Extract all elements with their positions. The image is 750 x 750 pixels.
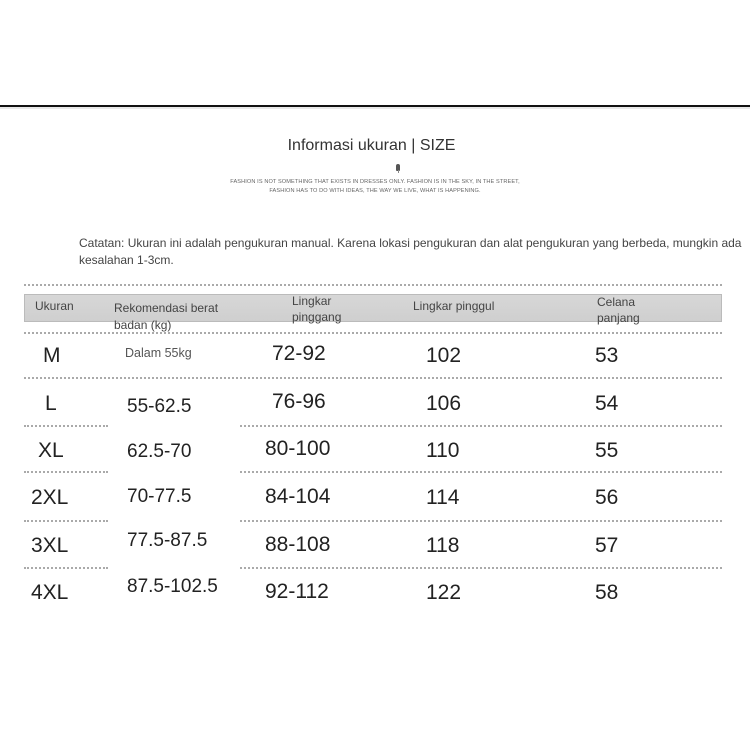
row-3xl-pants: 57 bbox=[595, 534, 619, 557]
row-2xl-hip: 114 bbox=[426, 486, 460, 509]
page-title: Informasi ukuran | SIZE bbox=[287, 137, 456, 154]
row-divider-left bbox=[24, 567, 108, 569]
row-divider-right bbox=[240, 425, 722, 427]
row-4xl-waist: 92-112 bbox=[265, 580, 329, 603]
row-divider-right bbox=[240, 567, 722, 569]
row-2xl-weight: 70-77.5 bbox=[127, 486, 192, 507]
row-xl-weight: 62.5-70 bbox=[127, 441, 192, 462]
row-m-size: M bbox=[43, 344, 61, 367]
measurement-note: Catatan: Ukuran ini adalah pengukuran manual. Karena lokasi pengukuran dan alat pengukuran yang berbeda, mungkin ada kesalahan 1-3cm. bbox=[79, 236, 742, 267]
row-divider-left bbox=[24, 471, 108, 473]
row-l-size: L bbox=[45, 392, 57, 415]
row-l-pants: 54 bbox=[595, 392, 619, 415]
row-xl-size: XL bbox=[38, 439, 64, 462]
motto-line-2: FASHION HAS TO DO WITH IDEAS, THE WAY WE LIVE, WHAT IS HAPPENING. bbox=[269, 188, 481, 194]
top-divider-shadow bbox=[0, 107, 750, 109]
header-pants-line2: panjang bbox=[597, 311, 640, 325]
row-l-weight: 55-62.5 bbox=[127, 396, 192, 417]
row-2xl-pants: 56 bbox=[595, 486, 619, 509]
row-divider-left bbox=[24, 520, 108, 522]
row-2xl-waist: 84-104 bbox=[265, 485, 331, 508]
header-pants-line1: Celana bbox=[597, 295, 636, 309]
row-4xl-weight: 87.5-102.5 bbox=[127, 576, 218, 597]
table-top-divider bbox=[24, 284, 722, 286]
row-m-weight: Dalam 55kg bbox=[125, 346, 192, 360]
header-weight-line2: badan (kg) bbox=[114, 318, 172, 332]
row-xl-hip: 110 bbox=[426, 439, 460, 462]
row-l-waist: 76-96 bbox=[272, 390, 326, 413]
row-3xl-weight: 77.5-87.5 bbox=[127, 530, 208, 551]
header-hip: Lingkar pinggul bbox=[413, 299, 495, 313]
row-3xl-size: 3XL bbox=[31, 534, 69, 557]
row-3xl-hip: 118 bbox=[426, 534, 460, 557]
row-divider bbox=[24, 377, 722, 379]
header-weight-line1: Rekomendasi berat bbox=[114, 301, 219, 315]
row-4xl-hip: 122 bbox=[426, 581, 462, 604]
header-waist-line2: pinggang bbox=[292, 310, 342, 324]
fashion-motto bbox=[0, 178, 750, 196]
motto-line-1: FASHION IS NOT SOMETHING THAT EXISTS IN DRESSES ONLY. FASHION IS IN THE SKY, IN THE STREET, bbox=[230, 179, 520, 185]
row-l-hip: 106 bbox=[426, 392, 462, 415]
row-m-hip: 102 bbox=[426, 344, 462, 367]
row-2xl-size: 2XL bbox=[31, 486, 69, 509]
row-xl-waist: 80-100 bbox=[265, 437, 331, 460]
row-3xl-waist: 88-108 bbox=[265, 533, 331, 556]
row-m-pants: 53 bbox=[595, 344, 619, 367]
row-divider-right bbox=[240, 520, 722, 522]
row-m-waist: 72-92 bbox=[272, 342, 326, 365]
row-divider-right bbox=[240, 471, 722, 473]
pin-icon bbox=[396, 164, 400, 171]
header-bottom-divider bbox=[24, 332, 722, 334]
row-xl-pants: 55 bbox=[595, 439, 619, 462]
header-size: Ukuran bbox=[35, 299, 74, 313]
row-divider-left bbox=[24, 425, 108, 427]
row-4xl-size: 4XL bbox=[31, 581, 69, 604]
header-waist-line1: Lingkar bbox=[292, 294, 332, 308]
row-4xl-pants: 58 bbox=[595, 581, 619, 604]
